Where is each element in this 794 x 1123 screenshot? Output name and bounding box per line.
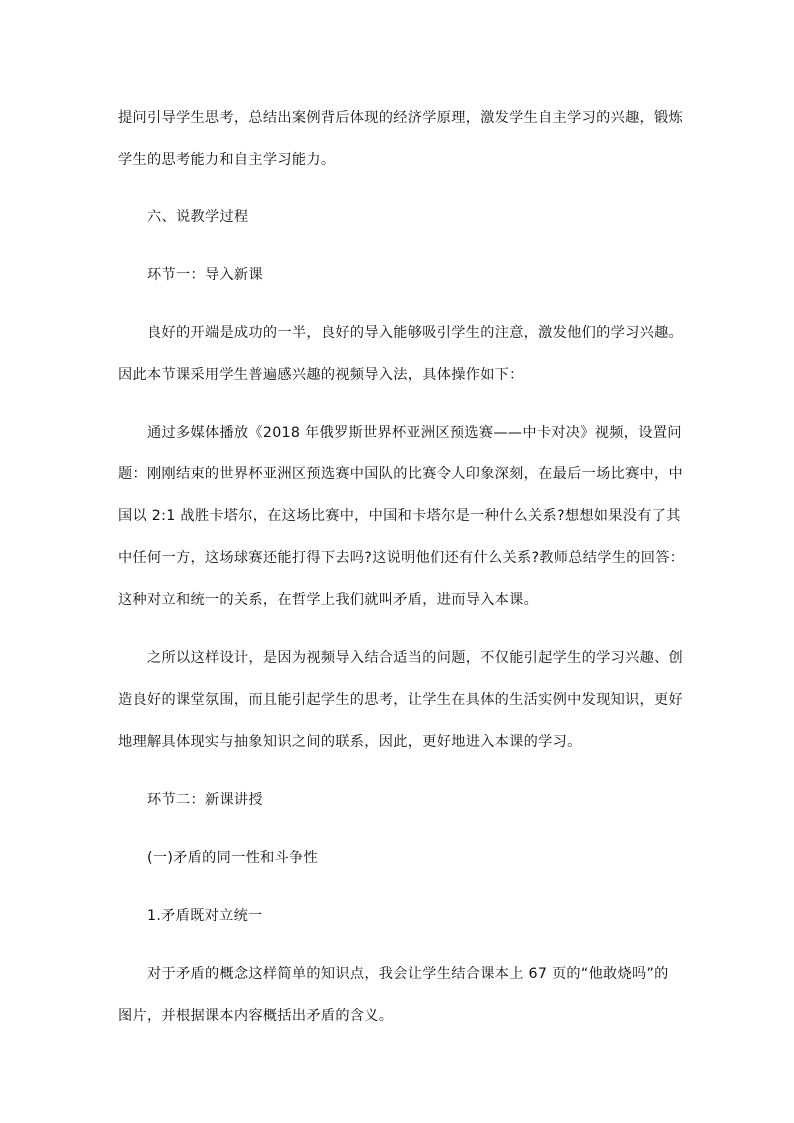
subsection-heading: 1.矛盾既对立统一 — [147, 908, 263, 924]
section-heading: 六、说教学过程 — [147, 209, 249, 225]
paragraph-line: 学生的思考能力和自主学习能力。 — [118, 152, 336, 168]
paragraph-line: 良好的开端是成功的一半，良好的导入能够吸引学生的注意，激发他们的学习兴趣。 — [147, 325, 684, 341]
step-heading: 环节二：新课讲授 — [147, 792, 263, 808]
paragraph-line: 国以 2:1 战胜卡塔尔，在这场比赛中，中国和卡塔尔是一种什么关系?想想如果没有了其 — [118, 508, 681, 524]
paragraph-line: 题：刚刚结束的世界杯亚洲区预选赛中国队的比赛令人印象深刻，在最后一场比赛中，中 — [118, 466, 684, 482]
subsection-heading: (一)矛盾的同一性和斗争性 — [147, 850, 319, 866]
paragraph-line: 对于矛盾的概念这样简单的知识点，我会让学生结合课本上 67 页的“他敢烧吗”的 — [147, 966, 669, 982]
paragraph-line: 图片，并根据课本内容概括出矛盾的含义。 — [118, 1008, 394, 1024]
step-heading: 环节一：导入新课 — [147, 267, 263, 283]
paragraph-line: 这种对立和统一的关系，在哲学上我们就叫矛盾，进而导入本课。 — [118, 592, 539, 608]
paragraph-line: 之所以这样设计，是因为视频导入结合适当的问题，不仅能引起学生的学习兴趣、创 — [147, 650, 684, 666]
paragraph-line: 通过多媒体播放《2018 年俄罗斯世界杯亚洲区预选赛——中卡对决》视频，设置问 — [147, 425, 682, 441]
paragraph-line: 因此本节课采用学生普遍感兴趣的视频导入法，具体操作如下： — [118, 367, 524, 383]
paragraph-line: 地理解具体现实与抽象知识之间的联系，因此，更好地进入本课的学习。 — [118, 734, 582, 750]
paragraph-line: 中任何一方，这场球赛还能打得下去吗?这说明他们还有什么关系?教师总结学生的回答： — [118, 550, 685, 566]
paragraph-line: 造良好的课堂氛围，而且能引起学生的思考，让学生在具体的生活实例中发现知识，更好 — [118, 692, 684, 708]
paragraph-line: 提问引导学生思考，总结出案例背后体现的经济学原理，激发学生自主学习的兴趣，锻炼 — [118, 110, 684, 126]
